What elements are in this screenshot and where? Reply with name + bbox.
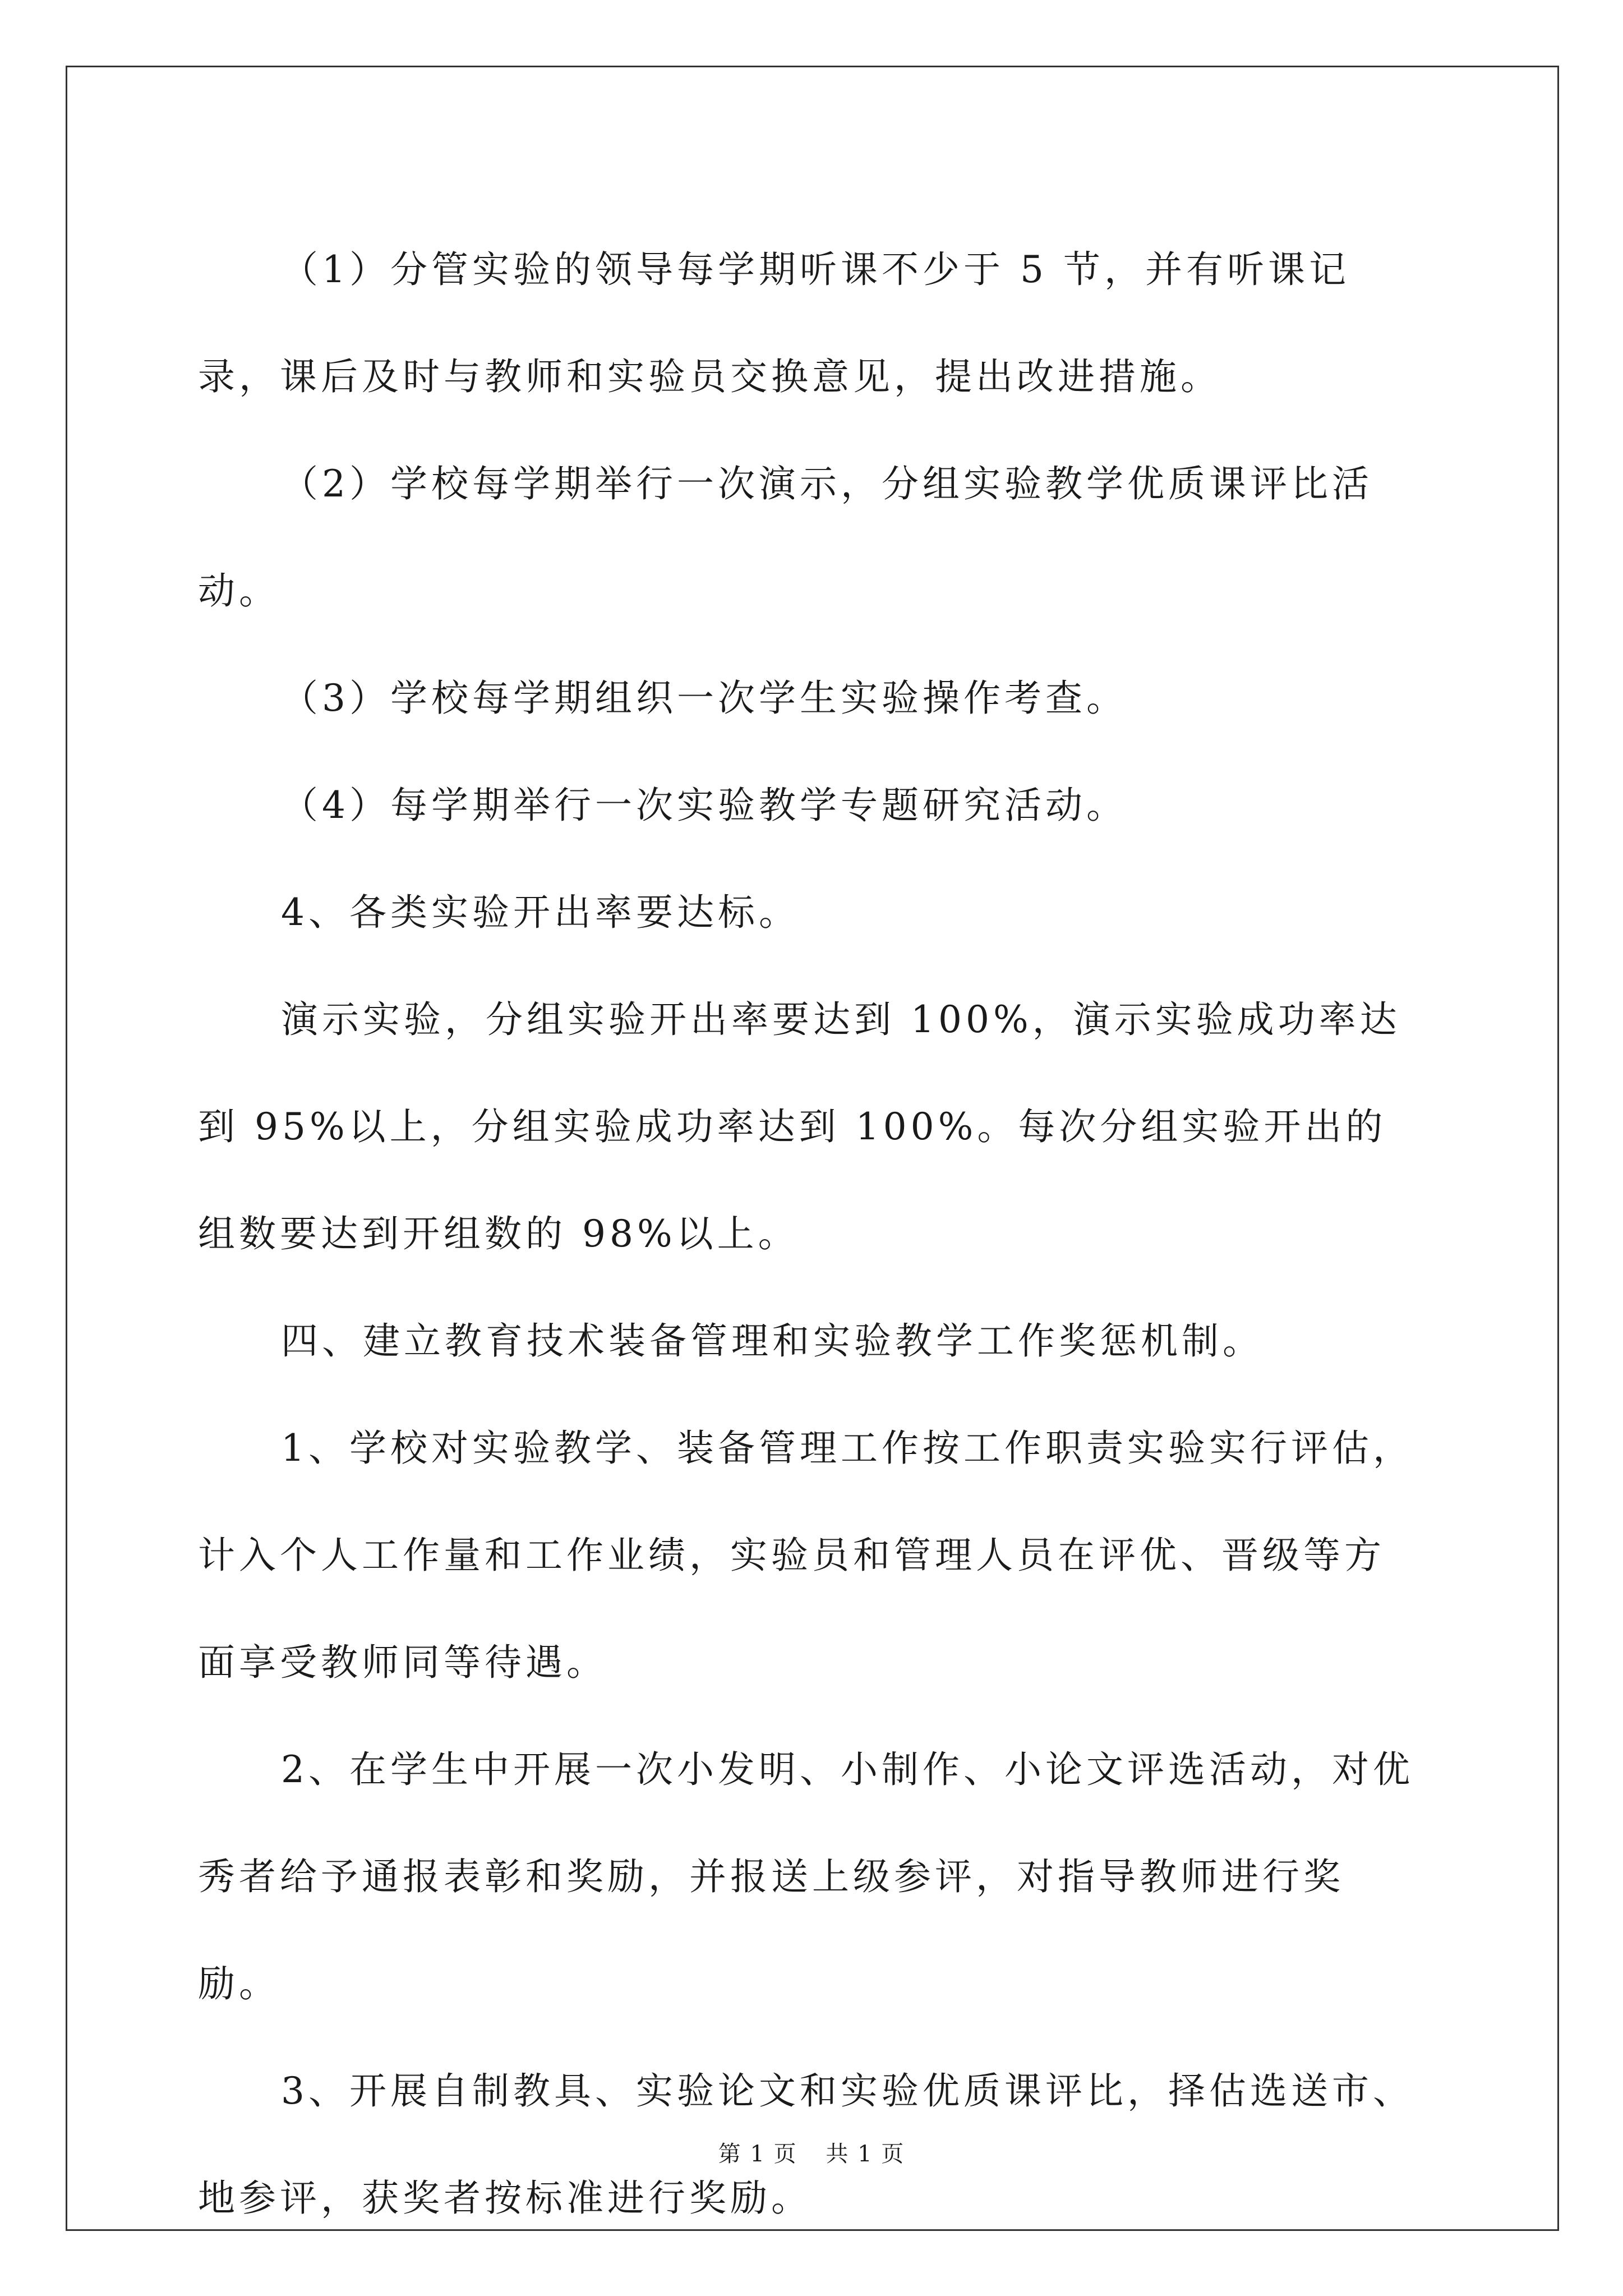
paragraph-rate-standard: 4、各类实验开出率要达标。 (281, 891, 800, 934)
paragraph-demo-contest: （2）学校每学期举行一次演示，分组实验教学优质课评比活动。 (198, 462, 1373, 613)
paragraph-research-activity: （4）每学期举行一次实验教学专题研究活动。 (281, 784, 1127, 827)
section-heading-incentives: 四、建立教育技术装备管理和实验教学工作奖惩机制。 (281, 1319, 1264, 1363)
document-body (198, 216, 1418, 2252)
paragraph-rate-details: 演示实验，分组实验开出率要达到 100%，演示实验成功率达到 95%以上，分组实验成功率达到 100%。每次分组实验开出的组数要达到开组数的 98%以上。 (198, 998, 1401, 1255)
page-number: 第 1 页 (718, 2141, 797, 2167)
paragraph-evaluation: 1、学校对实验教学、装备管理工作按工作职责实验实行评估，计入个人工作量和工作业绩，实验员和管理人员在评优、晋级等方面享受教师同等待遇。 (198, 1427, 1414, 1684)
paragraph-operation-check: （3）学校每学期组织一次学生实验操作考查。 (281, 677, 1127, 720)
page-footer (0, 2136, 1623, 2168)
page-total: 共 1 页 (826, 2141, 905, 2167)
paragraph-observation: （1）分管实验的领导每学期听课不少于 5 节，并有听课记录，课后及时与教师和实验员交换意见，提出改进措施。 (198, 248, 1350, 398)
paragraph-teaching-aids: 3、开展自制教具、实验论文和实验优质课评比，择估选送市、地参评，获奖者按标准进行奖励。 (198, 2069, 1414, 2220)
paragraph-student-contest: 2、在学生中开展一次小发明、小制作、小论文评选活动，对优秀者给予通报表彰和奖励，并报送上级参评，对指导教师进行奖励。 (198, 1748, 1414, 2005)
